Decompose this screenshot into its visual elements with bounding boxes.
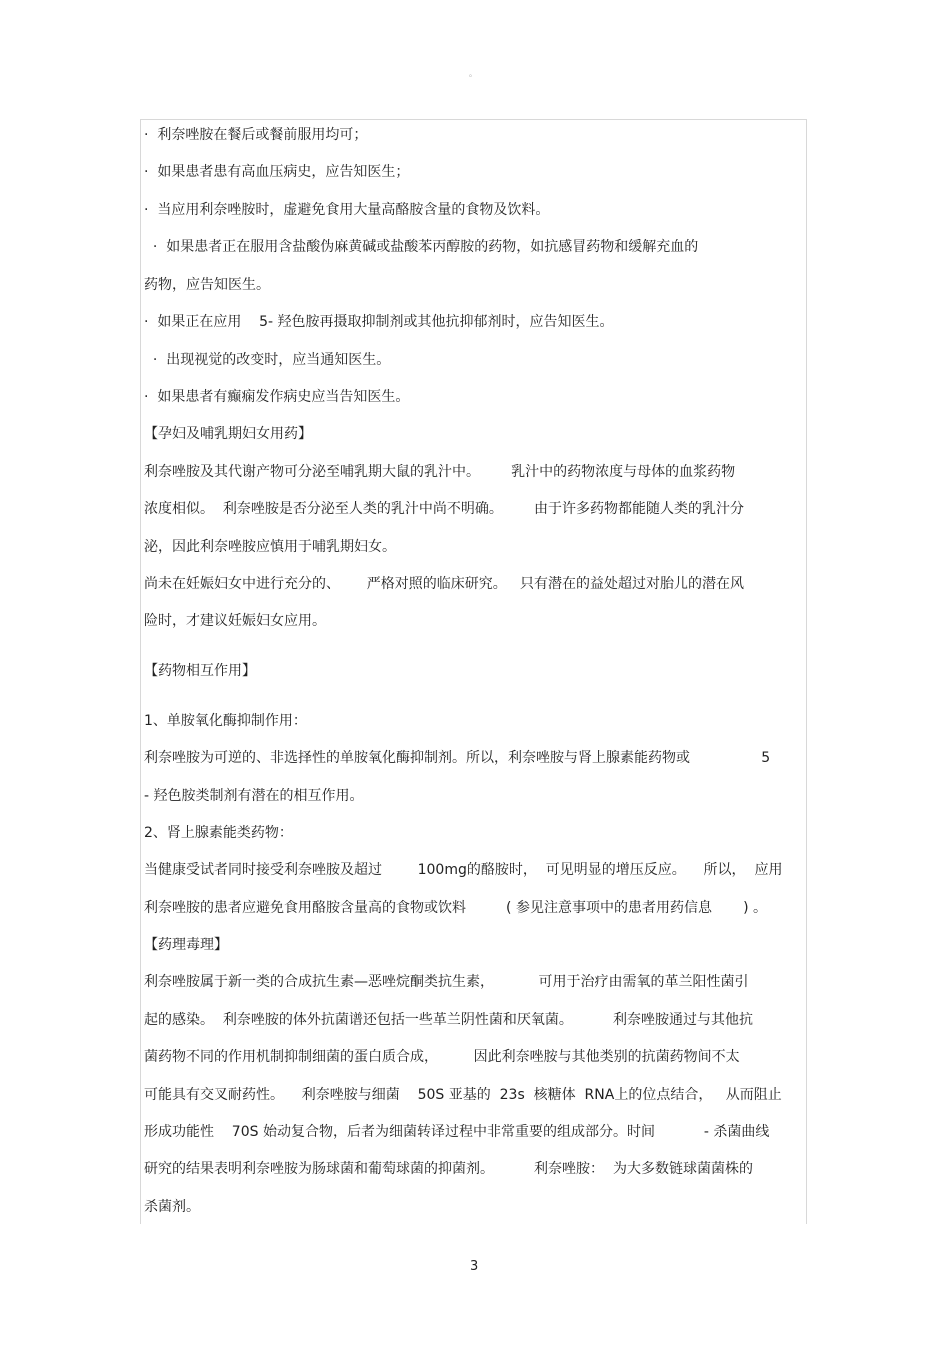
text-line: 药物，应告知医生。 [144,277,270,293]
text-line: · 如果正在应用 5- 羟色胺再摄取抑制剂或其他抗抑郁剂时，应告知医生。 [144,314,614,330]
text-line: 利奈唑胺及其代谢产物可分泌至哺乳期大鼠的乳汁中。 乳汁中的药物浓度与母体的血浆药物 [144,464,736,480]
page-frame-top [140,119,807,120]
text-line: · 如果患者患有高血压病史，应告知医生； [144,164,410,180]
text-line: · 出现视觉的改变时，应当通知医生。 [144,352,391,368]
text-line: · 当应用利奈唑胺时，虚避免食用大量高酪胺含量的食物及饮料。 [144,202,550,218]
text-line: 菌药物不同的作用机制抑制细菌的蛋白质合成， 因此利奈唑胺与其他类别的抗菌药物间不太 [144,1049,740,1065]
text-line: 当健康受试者同时接受利奈唑胺及超过 100mg的酪胺时， 可见明显的增压反应。 所以， 应用 [144,862,783,878]
text-line: 可能具有交叉耐药性。 利奈唑胺与细菌 50S 亚基的 23s 核糖体 RNA上的位点结合， 从而阻止 [144,1087,782,1103]
text-line: 形成功能性 70S 始动复合物，后者为细菌转译过程中非常重要的组成部分。时间 - 杀菌曲线 [144,1124,770,1140]
text-line: 利奈唑胺为可逆的、非选择性的单胺氧化酶抑制剂。所以，利奈唑胺与肾上腺素能药物或 5 [144,750,771,766]
text-line: · 如果患者正在服用含盐酸伪麻黄碱或盐酸苯丙醇胺的药物，如抗感冒药物和缓解充血的 [144,239,699,255]
page-frame-right [806,119,807,1224]
text-line: - 羟色胺类制剂有潜在的相互作用。 [144,788,364,804]
text-line: 泌，因此利奈唑胺应慎用于哺乳期妇女。 [144,539,396,555]
text-line: · 利奈唑胺在餐后或餐前服用均可； [144,127,368,143]
text-line: 研究的结果表明利奈唑胺为肠球菌和葡萄球菌的抑菌剂。 利奈唑胺： 为大多数链球菌菌株的 [144,1161,753,1177]
text-line: 险时，才建议妊娠妇女应用。 [144,613,326,629]
text-line: 1、单胺氧化酶抑制作用： [144,713,307,729]
section-heading: 【药理毒理】 [144,937,228,953]
text-line: 起的感染。 利奈唑胺的体外抗菌谱还包括一些革兰阴性菌和厌氧菌。 利奈唑胺通过与其他抗 [144,1012,753,1028]
page-frame-left [140,119,141,1224]
text-line: 2、肾上腺素能类药物： [144,825,293,841]
section-heading: 【孕妇及哺乳期妇女用药】 [144,426,312,442]
text-line: 利奈唑胺属于新一类的合成抗生素—恶唑烷酮类抗生素， 可用于治疗由需氧的革兰阳性菌引 [144,974,749,990]
top-mark: 。 [469,69,477,78]
text-line: 浓度相似。 利奈唑胺是否分泌至人类的乳汁中尚不明确。 由于许多药物都能随人类的乳汁分 [144,501,745,517]
text-line: 杀菌剂。 [144,1199,200,1215]
text-line: 尚未在妊娠妇女中进行充分的、 严格对照的临床研究。 只有潜在的益处超过对胎儿的潜在风 [144,576,745,592]
section-heading: 【药物相互作用】 [144,663,256,679]
page-number: 3 [470,1259,479,1274]
text-line: 利奈唑胺的患者应避免食用酪胺含量高的食物或饮料 ( 参见注意事项中的患者用药信息 ) 。 [144,900,768,916]
text-line: · 如果患者有癫痫发作病史应当告知医生。 [144,389,410,405]
